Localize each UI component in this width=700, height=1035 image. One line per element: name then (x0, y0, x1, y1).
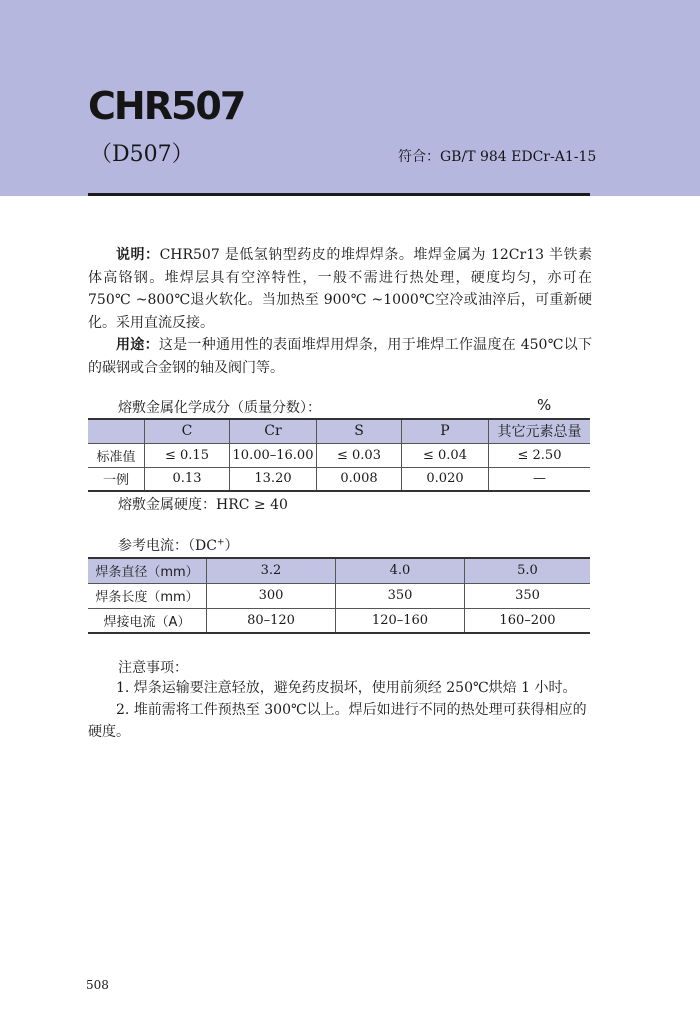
description-paragraph (88, 244, 592, 334)
table-row (88, 583, 590, 608)
table-cell: 3.2 (207, 558, 336, 583)
table-cell: ≤ 0.03 (317, 443, 402, 467)
table-cell: 焊条长度（mm） (88, 583, 207, 608)
table-cell: 5.0 (465, 558, 591, 583)
table-row (88, 467, 590, 491)
product-model: （D507） (90, 142, 194, 167)
table-cell: 一例 (88, 467, 145, 491)
table-cell: 120–160 (336, 608, 465, 633)
table-row (88, 558, 590, 583)
current-polarity: （DC (188, 538, 217, 554)
table-row (88, 608, 590, 633)
table-cell: 13.20 (230, 467, 317, 491)
table-cell: 其它元素总量 (489, 419, 591, 443)
table-cell: 0.13 (145, 467, 230, 491)
table-cell: 标准值 (88, 443, 145, 467)
table-cell: 0.020 (402, 467, 489, 491)
usage-label: 用途： (116, 337, 159, 353)
polarity-close: ） (224, 538, 239, 554)
current-section-title (118, 535, 238, 555)
table-cell: C (145, 419, 230, 443)
table-cell: 10.00–16.00 (230, 443, 317, 467)
header-rule (88, 193, 590, 196)
table-cell: S (317, 419, 402, 443)
conform-value: GB/T 984 EDCr-A1-15 (440, 149, 597, 165)
chem-section-title: 熔敷金属化学成分（质量分数）： (118, 400, 321, 416)
current-table (88, 557, 590, 634)
note-item: 1. 焊条运输要注意轻放，避免药皮损坏，使用前须经 250℃烘焙 1 小时。 (116, 680, 577, 696)
current-title: 参考电流： (118, 538, 188, 554)
table-cell: — (489, 467, 591, 491)
table-cell: 80–120 (207, 608, 336, 633)
table-cell: 焊条直径（mm） (88, 558, 207, 583)
description-label: 说明： (116, 247, 160, 263)
table-cell: ≤ 0.15 (145, 443, 230, 467)
usage-text: 这是一种通用性的表面堆焊用焊条，用于堆焊工作温度在 450℃以下的碳钢或合金钢的轴及阀门等。 (88, 337, 592, 376)
table-cell: 160–200 (465, 608, 591, 633)
table-cell: ≤ 2.50 (489, 443, 591, 467)
conform-label: 符合： (398, 149, 440, 165)
description-text: CHR507 是低氢钠型药皮的堆焊焊条。堆焊金属为 12Cr13 半铁素体高铬钢。堆焊层具有空淬特性，一般不需进行热处理，硬度均匀，亦可在 750℃ ~800℃退火软化。当加热至 900℃ ~1000℃空冷或油淬后，可重新硬化。采用直流反接。 (88, 247, 593, 331)
chem-unit: % (537, 396, 552, 414)
table-cell (88, 419, 145, 443)
table-cell: P (402, 419, 489, 443)
standard-conformance (398, 146, 596, 166)
table-cell: 4.0 (336, 558, 465, 583)
table-cell: 0.008 (317, 467, 402, 491)
table-cell: 300 (207, 583, 336, 608)
table-cell: 350 (465, 583, 591, 608)
page-number: 508 (86, 978, 109, 992)
table-header-row (88, 419, 590, 443)
notes-title: 注意事项： (118, 660, 188, 676)
chem-table (88, 418, 590, 492)
usage-paragraph (88, 334, 592, 379)
table-cell: ≤ 0.04 (402, 443, 489, 467)
table-cell: 350 (336, 583, 465, 608)
table-cell: 焊接电流（A） (88, 608, 207, 633)
table-row (88, 443, 590, 467)
note-item: 2. 堆前需将工件预热至 300℃以上。焊后如进行不同的热处理可获得相应的硬度。 (88, 702, 587, 740)
product-title: CHR507 (88, 84, 245, 128)
polarity-superscript: + (216, 537, 225, 548)
hardness-text: 熔敷金属硬度：HRC ≥ 40 (118, 497, 288, 513)
table-cell: Cr (230, 419, 317, 443)
